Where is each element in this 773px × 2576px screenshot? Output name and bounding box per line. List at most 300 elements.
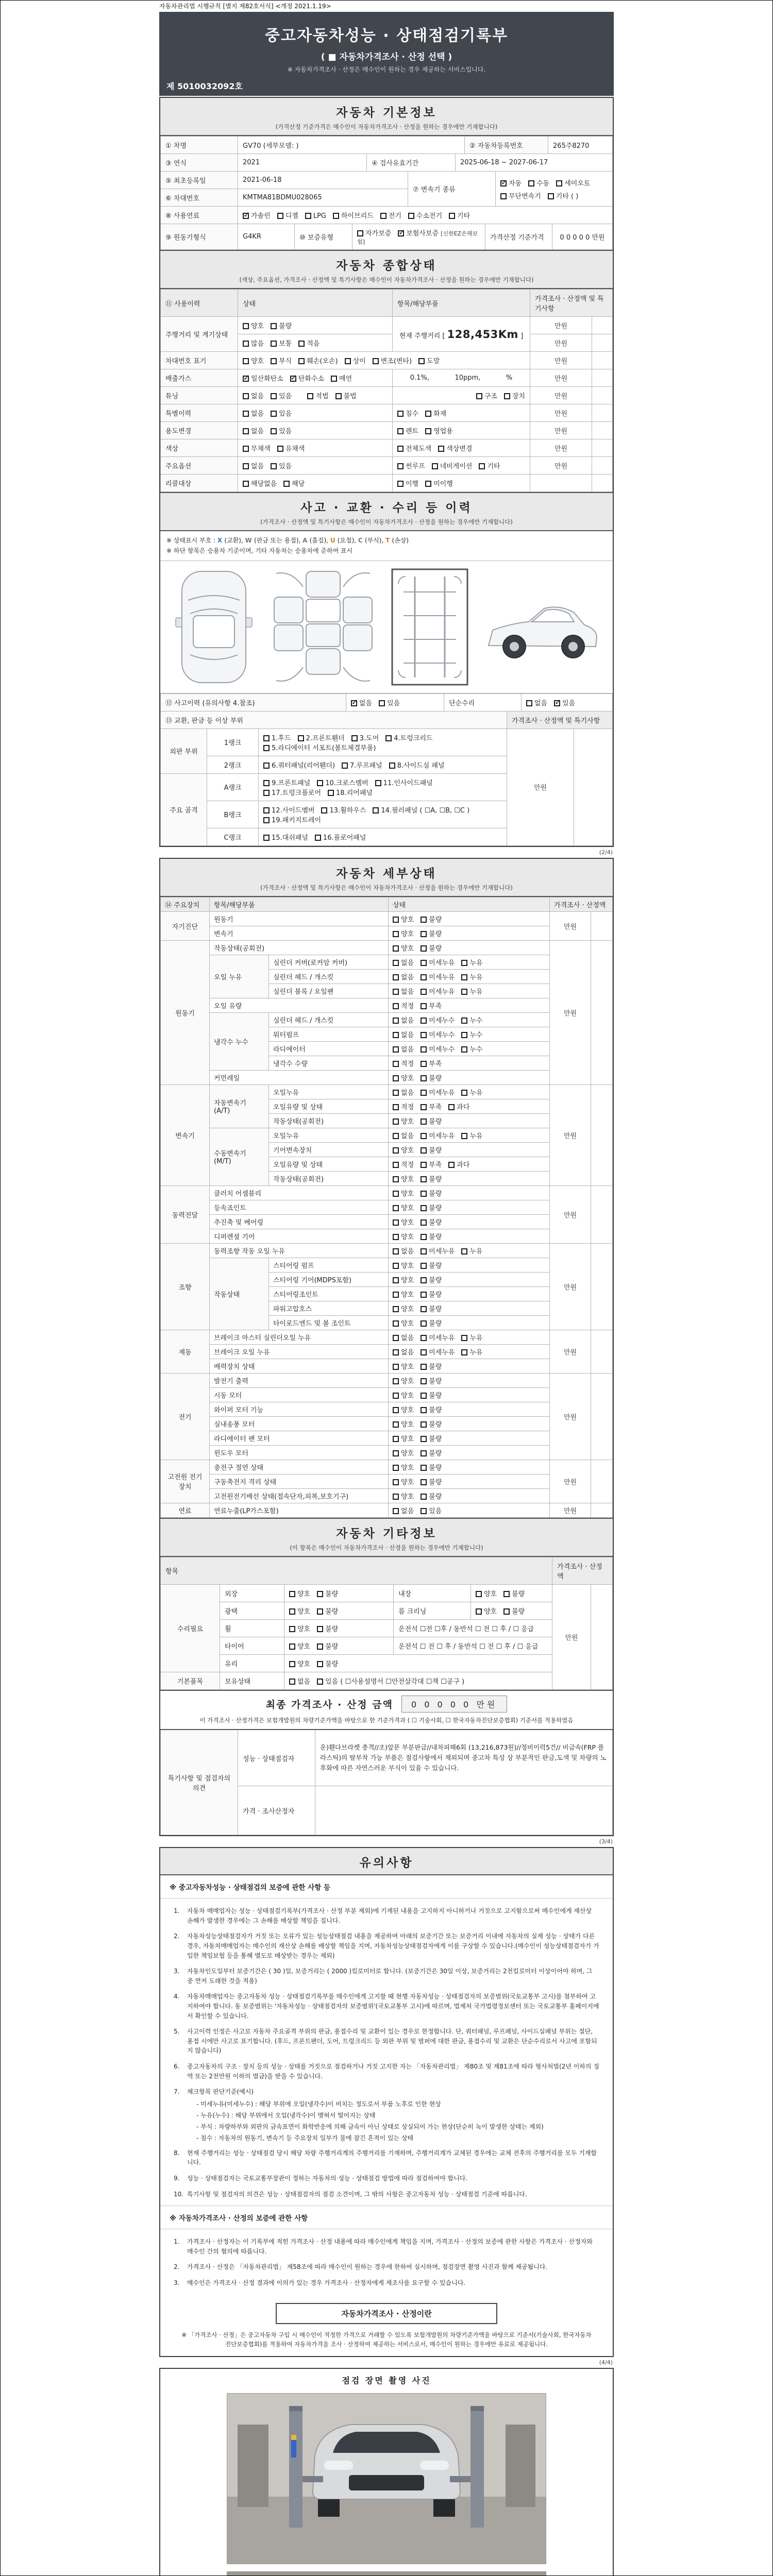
option <box>317 777 368 787</box>
checkbox-icon <box>393 1133 399 1139</box>
state-code-desc: (요철), <box>337 537 358 544</box>
section-accident-history <box>160 492 613 531</box>
checkbox-icon <box>421 974 427 980</box>
page-marker-4: (4/4) <box>599 2359 613 2366</box>
state-code-line <box>166 535 607 546</box>
state-code-letter: A <box>303 537 310 544</box>
detail-row <box>161 926 613 940</box>
checkbox-icon <box>461 1090 467 1096</box>
option <box>393 1116 414 1126</box>
option-label: 없음 <box>401 973 414 981</box>
checkbox-checked-icon <box>290 376 296 382</box>
checkbox-icon <box>421 1191 427 1197</box>
option-label: 없음 <box>401 1507 414 1515</box>
option <box>393 1130 414 1140</box>
state-code-desc: (판금 또는 용접), <box>254 537 303 544</box>
option <box>283 478 305 488</box>
item-label: 라디에이터 팬 모터 <box>210 1431 389 1445</box>
section-subtitle: (색상, 주요옵션, 가격조사 · 산정액 및 특기사항은 매수인이 자동차가격조사 · 산정을 원하는 경우에만 기재합니다) <box>239 276 534 283</box>
item-label: 타이로드엔드 및 볼 조인트 <box>269 1315 389 1330</box>
option-label: 있음 <box>325 1677 339 1686</box>
glass-options <box>284 1654 552 1672</box>
checkbox-icon <box>243 341 249 347</box>
mileage-state-options <box>238 317 393 334</box>
notice-text: 특기사항 및 점검자의 의견은 성능 · 상태점검자의 점검 소견이며, 그 밖의 사항은 중고자동차 성능 · 상태점검 기준에 따릅니다. <box>187 2190 527 2198</box>
inspector-remarks: 운)휀다브라켓 충격//조)앞문 부분판금//내차피해6회 (13,216,873원)//정비이력5건// 비금속(FRP 플라스틱)의 탈부착 가능 부품은 점검사항에서 제외되며 중고차 특성 상 부분적인 판금,도색 및 차량의 노후화에 따른 자연스러운 부식이 있을 수 있습니다. <box>315 1730 613 1786</box>
option-label: 양호 <box>401 1175 414 1183</box>
warranty-insurer-note: [신한EZ손해보험] <box>357 230 478 245</box>
option <box>263 805 314 815</box>
option <box>554 698 575 707</box>
blank-cell <box>592 387 613 404</box>
option-label: 기타 <box>457 212 470 220</box>
special-history-label: 특별이력 <box>161 404 238 422</box>
option-label: 미세누유 <box>429 1089 455 1097</box>
year-value: 2021 <box>238 154 367 172</box>
wheel-label: 휠 <box>220 1619 284 1637</box>
state-options <box>389 1113 550 1128</box>
room-cleaning-label: 룸 크리닝 <box>394 1602 471 1619</box>
checkbox-icon <box>389 762 395 769</box>
notice-item <box>160 2258 613 2274</box>
option <box>317 1641 338 1651</box>
col-device-header: ⑭ 주요장치 <box>161 897 210 911</box>
option <box>298 338 320 348</box>
room-cleaning-options <box>471 1602 552 1619</box>
checkbox-icon <box>393 1393 399 1399</box>
vin-marking-options <box>238 352 530 369</box>
option-label: 불량 <box>429 1146 442 1155</box>
checkbox-icon <box>421 1364 427 1370</box>
option <box>393 914 414 924</box>
option-label: 썬루프 <box>406 463 425 470</box>
state-options <box>389 1157 550 1171</box>
checkbox-checked-icon <box>554 700 560 706</box>
option-label: 누유 <box>469 973 483 981</box>
notice-number: 8. <box>174 2149 180 2157</box>
option-label: 부족 <box>429 1060 442 1068</box>
notice-number: 5. <box>174 2028 180 2036</box>
option <box>375 777 433 787</box>
blank-cell <box>591 1584 613 1689</box>
checkbox-icon <box>263 735 270 741</box>
option <box>461 1015 482 1025</box>
notice-number: 9. <box>174 2174 180 2182</box>
final-price-band <box>160 1690 613 1729</box>
blank-cell <box>591 1084 613 1185</box>
option-label: 자동 <box>509 179 522 188</box>
checkbox-icon <box>421 1306 427 1312</box>
detail-row <box>161 998 613 1012</box>
option <box>421 1145 442 1155</box>
checkbox-icon <box>373 358 379 364</box>
section-notices <box>160 1848 613 1875</box>
option-label: 양호 <box>401 1363 414 1371</box>
item-label: 오일유량 및 상태 <box>269 1099 389 1113</box>
item-label: 실린더 헤드 / 개스킷 <box>269 1012 389 1027</box>
outer-panel-label: 외판 부위 <box>161 728 207 773</box>
option-label: 양호 <box>401 1233 414 1241</box>
option-label: 세미오토 <box>564 179 591 188</box>
option-label: 불량 <box>512 1590 525 1598</box>
state-options <box>389 1474 550 1488</box>
option <box>421 1289 442 1299</box>
option <box>528 178 549 188</box>
checkbox-icon <box>421 1075 427 1081</box>
checkbox-icon <box>263 762 270 769</box>
option-label: 불량 <box>325 1607 339 1616</box>
checkbox-icon <box>271 411 277 417</box>
option <box>421 1347 455 1357</box>
checkbox-icon <box>243 411 249 417</box>
option <box>289 1658 310 1668</box>
option <box>421 1101 442 1111</box>
polish-label: 광택 <box>220 1602 284 1619</box>
option-label: 불량 <box>429 1262 442 1270</box>
option-label: 디젤 <box>285 212 298 220</box>
state-code-letter: U <box>330 537 338 544</box>
option-label: 양호 <box>401 1435 414 1443</box>
option <box>421 1404 442 1414</box>
option <box>393 1029 414 1039</box>
option-label: 17.트렁크플로어 <box>272 789 322 797</box>
option-label: 하이브리드 <box>341 212 374 220</box>
option-label: 없음 <box>251 393 264 400</box>
checkbox-icon <box>449 213 455 219</box>
checkbox-icon <box>421 931 427 937</box>
detail-row <box>161 1488 613 1503</box>
item-label: 작동상태(공회전) <box>269 1171 389 1185</box>
option <box>393 1347 414 1357</box>
option <box>418 355 440 365</box>
option <box>357 228 391 238</box>
device-label: 전기 <box>161 1373 210 1460</box>
car-diagram-underbody-view <box>391 568 468 686</box>
warranty-label: ⑩ 보증유형 <box>295 224 352 250</box>
remarks-label: 특기사항 및 점검자의 의견 <box>161 1730 238 1835</box>
checkbox-icon <box>393 945 399 952</box>
option <box>243 408 264 418</box>
blank-cell <box>591 911 613 940</box>
accident-history-options <box>346 693 444 711</box>
notice-text: 현재 주행거리는 성능 · 상태점검 당시 해당 차량 주행거리계의 주행거리를 기재하며, 주행거리계가 교체된 경우에는 교체 전후의 주행거리를 모두 기재합니다. <box>187 2149 597 2166</box>
option-label: 네비게이션 <box>440 463 473 470</box>
option-label: 미세누유 <box>429 1132 455 1140</box>
checkbox-icon <box>243 393 249 399</box>
overall-condition-table <box>160 289 613 492</box>
option-label: 없음 <box>359 699 373 707</box>
option <box>393 1318 414 1328</box>
option <box>393 1260 414 1270</box>
first-reg-value: 2021-06-18 <box>238 172 408 189</box>
option-label: 양호 <box>401 1146 414 1155</box>
inspection-label: ④ 검사유효기간 <box>367 154 456 172</box>
option-label: 11.인사이드패널 <box>383 779 433 787</box>
car-diagram-spread-view <box>269 568 377 686</box>
option <box>421 943 442 953</box>
detail-row <box>161 1070 613 1084</box>
option-label: 3.도어 <box>359 734 379 742</box>
price-cell: 만원 <box>550 1084 591 1185</box>
mileage-suffix: ] <box>520 332 524 340</box>
option-label: 없음 <box>401 1132 414 1140</box>
option-label: 양호 <box>401 930 414 938</box>
notice-text: 체크항목 판단기준(예시) <box>187 2088 254 2096</box>
checkbox-icon <box>393 1162 399 1168</box>
item-label: 고전원전기배선 상태(접속단자,피복,보호기구) <box>210 1488 389 1503</box>
section-title: 자동차 기본정보 <box>336 106 437 120</box>
fuel-label: ⑧ 사용연료 <box>161 207 238 224</box>
option <box>421 1174 442 1183</box>
option-label: 미세누수 <box>429 1045 455 1054</box>
checkbox-icon <box>305 213 311 219</box>
exterior-label: 외장 <box>220 1584 284 1602</box>
tuning-label: 튜닝 <box>161 387 238 404</box>
notice-number: 1. <box>174 2238 180 2246</box>
option <box>421 986 455 996</box>
option <box>408 210 442 220</box>
current-mileage-cell <box>393 317 530 352</box>
option <box>461 972 482 981</box>
price-cell: 만원 <box>550 1330 591 1373</box>
item-label: 스티어링 기어(MDPS포함) <box>269 1272 389 1286</box>
option <box>421 1015 455 1025</box>
state-options <box>389 998 550 1012</box>
option-label: 양호 <box>297 1590 311 1598</box>
option <box>438 443 472 453</box>
option <box>479 461 500 470</box>
option <box>393 943 414 953</box>
checkbox-icon <box>243 481 249 487</box>
checkbox-icon <box>393 1378 399 1384</box>
blank-cell <box>592 439 613 457</box>
checkbox-icon <box>421 1234 427 1240</box>
option <box>461 1347 482 1357</box>
device-label: 고전원 전기장치 <box>161 1460 210 1503</box>
notice-number: 4. <box>174 1993 180 2001</box>
notice-subitem: - 부식 : 차량하부와 외판의 금속표면이 화학반응에 의해 금속이 아닌 상태로 상실되어 가는 현상(단순히 녹이 발생한 상태는 제외) <box>196 2123 544 2130</box>
checkbox-icon <box>393 931 399 937</box>
final-price-value: 0 0 0 0 0 만원 <box>401 1696 507 1713</box>
notice-item <box>160 2022 613 2057</box>
option-label: 15.대쉬패널 <box>272 834 308 842</box>
group-label: 자동변속기 (A/T) <box>210 1084 269 1128</box>
checkbox-icon <box>351 735 358 741</box>
price-cell: 만원 <box>530 439 592 457</box>
checkbox-icon <box>393 1219 399 1226</box>
option-label: 9.프론트패널 <box>272 779 311 787</box>
checkbox-icon <box>393 1364 399 1370</box>
option-label: 무단변속기 <box>509 192 541 200</box>
exchange-parts-label: ⑬ 교환, 판금 등 이상 부위 <box>161 711 507 728</box>
color-label: 색상 <box>161 439 238 457</box>
checkbox-icon <box>393 1032 399 1038</box>
section-title: 자동차 세부상태 <box>336 867 437 880</box>
state-options <box>389 1503 550 1517</box>
checkbox-icon <box>373 807 379 814</box>
notice-item <box>160 1987 613 2022</box>
checkbox-icon <box>418 358 425 364</box>
other-info-table <box>160 1557 613 1690</box>
option-label: 적정 <box>401 1002 414 1010</box>
option <box>503 1588 525 1598</box>
option-label: 과다 <box>457 1103 470 1111</box>
option-label: 불량 <box>429 1420 442 1429</box>
option <box>421 1116 442 1126</box>
item-label: 워터펌프 <box>269 1027 389 1041</box>
checkbox-icon <box>289 1679 295 1685</box>
state-options <box>389 1416 550 1431</box>
option <box>421 1217 442 1227</box>
checkbox-checked-icon <box>500 180 507 187</box>
option-label: 누유 <box>469 1348 483 1357</box>
option-label: 누수 <box>469 1031 483 1039</box>
option-label: 불량 <box>429 1074 442 1082</box>
checkbox-icon <box>277 446 283 452</box>
transmission-options <box>496 172 613 207</box>
state-options <box>389 1171 550 1185</box>
price-cell: 만원 <box>530 369 592 387</box>
blank-cell <box>591 1243 613 1330</box>
blank-cell <box>592 352 613 369</box>
option-label: 있음 <box>429 1507 442 1515</box>
checkbox-icon <box>476 1591 482 1597</box>
item-label: 실린더 블록 / 오일팬 <box>269 984 389 998</box>
checkbox-icon <box>397 463 404 469</box>
notice-text: 자동차인도일부터 보증기간은 ( 30 )일, 보증거리는 ( 2000 )킬로미터로 합니다. (보증기간은 30일 이상, 보증거리는 2천킬로미터 이상이어야 하며, 그 중 먼저 도래한 것을 적용) <box>187 1968 593 1985</box>
state-code-letter: W <box>245 537 254 544</box>
block-photos <box>159 2368 614 2576</box>
option-label: 적정 <box>401 1103 414 1111</box>
notice-item <box>160 2274 613 2290</box>
checkbox-icon <box>421 1421 427 1428</box>
option-label: 양호 <box>297 1607 311 1616</box>
vin-label: ⑥ 차대번호 <box>161 189 238 207</box>
option <box>393 1491 414 1501</box>
col-usage-header: ⑪ 사용이력 <box>161 290 238 317</box>
option-label: 있음 <box>279 428 292 435</box>
option <box>461 1130 482 1140</box>
transmission-options-line1 <box>500 178 608 188</box>
notice-number: 7. <box>174 2088 180 2096</box>
checkbox-icon <box>421 1407 427 1413</box>
option-label: 불량 <box>429 1478 442 1486</box>
device-label: 제동 <box>161 1330 210 1373</box>
checkbox-icon <box>263 835 270 841</box>
item-label: 충전구 절연 상태 <box>210 1460 389 1474</box>
option <box>393 1202 414 1212</box>
option-label: 불량 <box>429 1435 442 1443</box>
holding-state-options <box>284 1672 552 1689</box>
section-title: 자동차 기타정보 <box>336 1527 437 1540</box>
state-options <box>389 1359 550 1373</box>
page-marker-3: (3/4) <box>599 1838 613 1845</box>
option-label: 없음 <box>401 1045 414 1054</box>
price-cell: 만원 <box>550 911 591 940</box>
checkbox-icon <box>528 180 534 187</box>
warranty-options <box>352 224 485 250</box>
option-label: 1.후드 <box>272 734 291 742</box>
checkbox-checked-icon <box>243 376 249 382</box>
option-label: 있음 <box>279 410 292 418</box>
notice-item <box>160 2057 613 2082</box>
option-label: 양호 <box>251 358 264 365</box>
accident-history-label: ⑫ 사고이력 (유의사항 4.참조) <box>161 693 346 711</box>
detail-row <box>161 1402 613 1416</box>
reg-no-value: 265주8270 <box>548 137 613 154</box>
option <box>342 760 382 770</box>
checkbox-icon <box>271 341 277 347</box>
option-label: 양호 <box>401 944 414 953</box>
price-cell: 만원 <box>530 457 592 474</box>
state-code-letter: C <box>358 537 365 544</box>
state-options <box>389 1243 550 1258</box>
state-code-note2: ※ 하단 항목은 승용차 기준이며, 기타 자동차는 승용차에 준하여 표시 <box>166 547 353 555</box>
option-label: 불량 <box>429 1363 442 1371</box>
car-name-value: GV70 (세부모델: ) <box>238 137 465 154</box>
mileage-amount-options <box>238 334 393 352</box>
option <box>393 1188 414 1198</box>
option <box>421 1029 455 1039</box>
checkbox-icon <box>421 1018 427 1024</box>
option-label: LPG <box>313 212 326 220</box>
option <box>476 1588 497 1598</box>
option-label: 부족 <box>429 1161 442 1169</box>
option-label: 양호 <box>401 1117 414 1126</box>
option <box>277 443 305 453</box>
option <box>461 957 482 967</box>
item-label: 추진축 및 베어링 <box>210 1214 389 1229</box>
section-subtitle: (가격조사 · 산정액 및 특기사항은 매수인이 자동차가격조사 · 산정을 원하는 경우에만 기재합니다) <box>260 518 513 526</box>
checkbox-icon <box>393 917 399 923</box>
device-label: 자기진단 <box>161 911 210 940</box>
option <box>421 1073 442 1082</box>
option <box>263 787 321 797</box>
option-label: 누유 <box>469 988 483 996</box>
state-options <box>389 1344 550 1359</box>
option <box>243 443 271 453</box>
option <box>448 1101 469 1111</box>
price-cell: 만원 <box>507 728 574 845</box>
checkbox-icon <box>548 193 554 199</box>
option <box>449 210 470 220</box>
tuning-options <box>238 387 393 404</box>
rank1-options <box>259 728 507 756</box>
checkbox-icon <box>393 1407 399 1413</box>
checkbox-icon <box>393 1450 399 1456</box>
color-change-options <box>393 439 530 457</box>
option-label: 양호 <box>401 1392 414 1400</box>
option <box>393 972 414 981</box>
checkbox-icon <box>397 411 404 417</box>
checkbox-icon <box>421 1118 427 1125</box>
checkbox-icon <box>421 1320 427 1327</box>
checkbox-icon <box>345 358 351 364</box>
exchange-panel-table <box>160 711 613 846</box>
checkbox-icon <box>271 393 277 399</box>
checkbox-icon <box>461 974 467 980</box>
notice-number: 10. <box>174 2190 184 2198</box>
option-label: 없음 <box>401 1089 414 1097</box>
detail-row <box>161 1084 613 1099</box>
basic-info-table-row5 <box>160 206 613 224</box>
reg-no-label: ② 자동차등록번호 <box>465 137 548 154</box>
item-label: 동력조향 작동 오일 누유 <box>210 1243 389 1258</box>
option <box>351 733 379 742</box>
detail-row <box>161 1258 613 1272</box>
option-label: 수소전기 <box>416 212 443 220</box>
price-cell: 만원 <box>530 422 592 439</box>
